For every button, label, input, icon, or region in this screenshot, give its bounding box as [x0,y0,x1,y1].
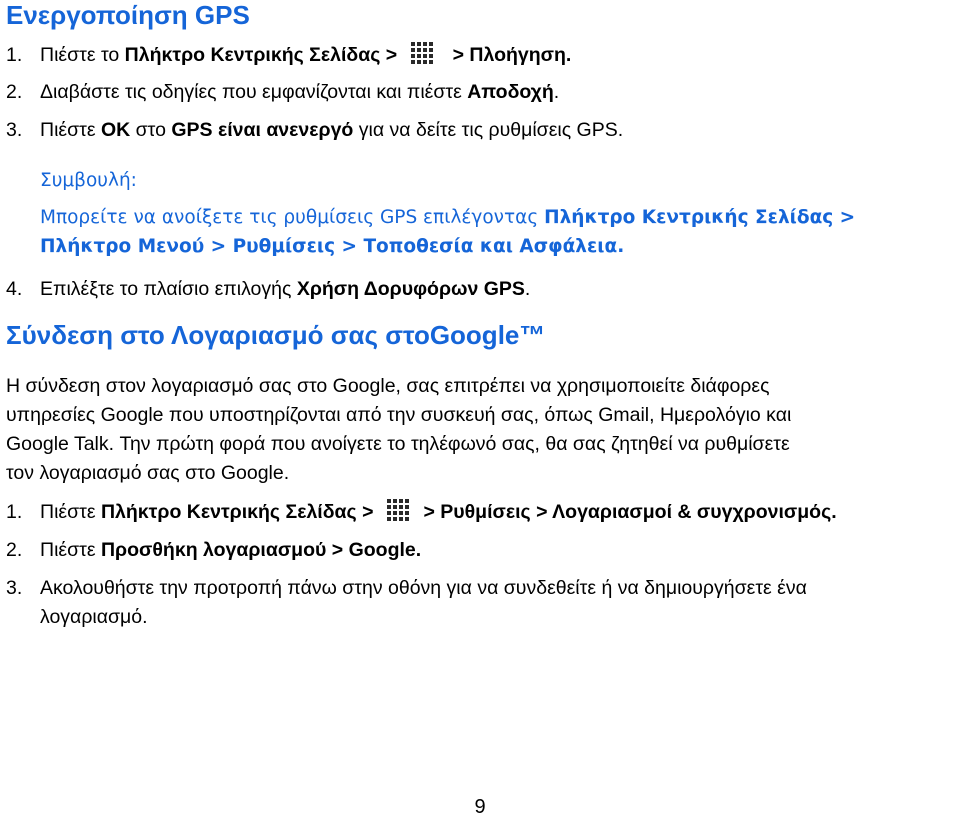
google-intro-line-4: τον λογαριασμό σας στο Google. [6,462,290,484]
tip-line-1: Μπορείτε να ανοίξετε τις ρυθμίσεις GPS επιλέγοντας Πλήκτρο Κεντρικής Σελίδας > [40,207,856,228]
gps-step-3: 3. Πιέστε OK στο GPS είναι ανενεργό για να δείτε τις ρυθμίσεις GPS. [6,119,624,141]
section-title-gps: Ενεργοποίηση GPS [6,0,250,30]
gps-step-2: 2. Διαβάστε τις οδηγίες που εμφανίζονται και πιέστε Αποδοχή. [6,81,560,103]
google-intro-line-1: Η σύνδεση στον λογαριασμό σας στο Google, σας επιτρέπει να χρησιμοποιείτε διάφορες [6,375,770,397]
tip-label: Συμβουλή: [40,170,137,191]
google-step-3-cont: λογαριασμό. [40,606,148,628]
google-step-3: 3. Ακολουθήστε την προτροπή πάνω στην οθόνη για να συνδεθείτε ή να δημιουργήσετε ένα [6,577,807,599]
gps-step-1: 1. Πιέστε το Πλήκτρο Κεντρικής Σελίδας > > Πλοήγηση. [6,44,572,66]
app-grid-icon [411,42,433,64]
tip-line-2: Πλήκτρο Μενού > Ρυθμίσεις > Τοποθεσία και Ασφάλεια. [40,236,625,257]
page-number: 9 [474,796,486,818]
app-grid-icon [387,499,409,521]
google-step-2: 2. Πιέστε Προσθήκη λογαριασμού > Google. [6,539,422,561]
section-title-google: Σύνδεση στο Λογαριασμό σας στοGoogle™ [6,320,546,350]
gps-step-4: 4. Επιλέξτε το πλαίσιο επιλογής Χρήση Δορυφόρων GPS. [6,278,531,300]
google-step-1: 1. Πιέστε Πλήκτρο Κεντρικής Σελίδας > > Ρυθμίσεις > Λογαριασμοί & συγχρονισμός. [6,501,837,523]
google-intro-line-2: υπηρεσίες Google που υποστηρίζονται από την συσκευή σας, όπως Gmail, Ημερολόγιο και [6,404,792,426]
google-intro-line-3: Google Talk. Την πρώτη φορά που ανοίγετε το τηλέφωνό σας, θα σας ζητηθεί να ρυθμίσετε [6,433,790,455]
